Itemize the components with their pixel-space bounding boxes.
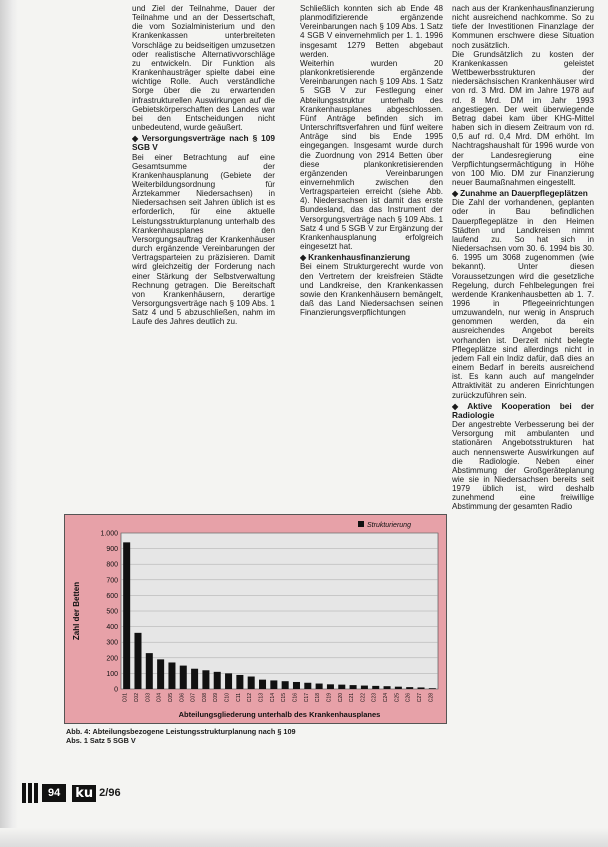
x-tick-label: C27 (417, 693, 424, 703)
y-tick-label: 800 (106, 561, 118, 569)
x-tick-label: C11 (235, 693, 242, 702)
bar (406, 687, 413, 689)
caption-line: Abs. 1 Satz 5 SGB V (66, 735, 136, 745)
bar (418, 687, 425, 689)
x-tick-label: C08 (201, 693, 208, 703)
x-tick-label: C26 (405, 693, 412, 703)
text-column-2 (300, 4, 443, 480)
bar (395, 687, 402, 689)
bar (384, 686, 391, 689)
bar (316, 684, 323, 689)
y-tick-label: 900 (106, 546, 118, 554)
bar (338, 685, 345, 689)
y-tick-label: 600 (106, 592, 118, 600)
paragraph: Bei einer Betrachtung auf eine Gesamtsumme der Krankenhausplanung (Gebiete der Weiterbildungsordnung für Ärztekammer Niedersachsen) in Niedersachsen seit Jahren üblich ist es erforderlich, für eine aktuelle Leistungsstrukturplanung unterhalb des Krankenhausplanes den Versorgungsauftrag der Krankenhäuser durch ergänzende Vereinbarungen der Vertragsparteien zu präzisieren. Damit wird gleichzeitig der Forderung nach einer Stärkung der Selbstverwaltung Rechnung getragen. Die Bereitschaft von Krankenhäusern, derartige Versorgungsverträge nach § 109 Abs. 1 Satz 4 und 5 abzuschließen, nahm im Laufe des Jahres deutlich zu. (132, 152, 275, 327)
page-footer (22, 783, 121, 803)
section-heading: ◆ Zunahme an Dauerpflegeplätzen (452, 188, 588, 199)
bar (157, 659, 164, 689)
caption-line: Abb. 4: Abteilungsbezogene Leistungsstrukturplanung nach § 109 (66, 727, 296, 736)
bullet-icon: ◆ (452, 401, 466, 411)
bar (282, 681, 289, 689)
x-tick-label: C12 (247, 693, 254, 703)
x-tick-label: C14 (269, 693, 276, 703)
bar (134, 633, 141, 689)
issue-number: 2/96 (99, 787, 121, 799)
x-tick-label: C20 (337, 693, 344, 703)
y-tick-label: 700 (106, 577, 118, 585)
page-number: 94 (42, 784, 66, 802)
bar (236, 675, 243, 689)
bar-chart (65, 515, 446, 723)
y-tick-label: 200 (106, 655, 118, 663)
x-tick-label: C02 (133, 693, 140, 703)
paragraph: Bei einem Strukturgerecht wurde von den Vertretern der kreisfreien Städte und Landkreise, den Krankenkassen sowie den Krankenhäusern bemängelt, daß das Land Niedersachsen seinen Finanzierungsverpflichtungen (300, 262, 443, 318)
paragraph: Schließlich konnten sich ab Ende 48 planmodifizierende ergänzende Vereinbarungen nach § 109 Abs. 1 Satz 4 SGB V einvernehmlich per 1. 1. 1996 insgesamt 1279 Betten abgebaut werden. (300, 4, 443, 59)
y-tick-label: 500 (106, 608, 118, 616)
y-tick-label: 400 (106, 624, 118, 632)
bar (372, 686, 379, 689)
bar (123, 542, 130, 689)
x-tick-label: C16 (292, 693, 299, 703)
bar (327, 684, 334, 689)
paragraph: Die Zahl der vorhandenen, geplanten oder in Bau befindlichen Dauerpflegeplätze in den Heimen Städten und Landkreisen nimmt laufend zu. So hat sich in Niedersachsen vom 30. 6. 1994 bis 30. 6. 1995 um 3068 zugenommen (wie bekannt). Unter diesen Voraussetzungen wird die gesetzliche Regelung, durch Fehlbelegungen frei werdende Krankenhausbetten ab 1. 7. 1996 in Pflegeeinrichtungen umzuwandeln, nur wenig in Anspruch genommen werden, da ein ausreichendes Angebot bereits vorhanden ist. Derzeit nicht belegte Pflegeplätze sind allerdings nicht in jedem Fall ein Indiz dafür, daß dies an einem Bedarf in bereits ausreichend ist. Es kann auch auf mangelnder Attraktivität zu anderen Einrichtungen zurückzuführen sein. (452, 198, 594, 400)
x-tick-label: C09 (213, 693, 220, 703)
bullet-icon: ◆ (300, 253, 307, 263)
x-tick-label: C17 (303, 693, 310, 703)
x-tick-label: C01 (122, 693, 129, 703)
text-column-3 (452, 4, 594, 824)
bar (270, 680, 277, 689)
x-tick-label: C07 (190, 693, 197, 703)
paragraph: Weiterhin wurden 20 plankonkretisierende ergänzende Vereinbarungen nach § 109 Abs. 1 Satz 5 SGB V zur Festlegung einer Abteilungsstruktur unterhalb des Krankenhausplanes abgeschlossen. Fünf Anträge befinden sich im Unterschriftsverfahren und fünf weitere Anträge sind bis Ende 1995 eingegangen. Insgesamt wurde durch die Zuordnung von 2914 Betten über diese plankonkretisierenden ergänzenden Vereinbarungen einvernehmlich zwischen den Vertragsparteien erreicht (siehe Abb. 4). Niedersachsen ist damit das erste Bundesland, das das Instrument der Versorgungsverträge nach § 109 Abs. 1 Satz 4 und 5 SGB V zur Ergänzung der Krankenhausplanung erfolgreich eingesetzt hat. (300, 58, 443, 252)
x-tick-label: C05 (167, 693, 174, 703)
section-heading: ◆ Versorgungsverträge nach § 109 SGB V (132, 133, 275, 153)
bar (214, 672, 221, 689)
x-tick-label: C21 (349, 693, 356, 703)
x-tick-label: C04 (156, 693, 163, 703)
section-heading: ◆ Krankenhausfinanzierung (300, 252, 411, 263)
page-bottom-shadow (0, 828, 608, 847)
bar (191, 669, 198, 689)
bar (225, 673, 232, 689)
x-tick-label: C10 (224, 693, 231, 703)
x-tick-label: C22 (360, 693, 367, 703)
x-tick-label: C13 (258, 693, 265, 703)
section-heading: ◆ Aktive Kooperation bei der Radiologie (452, 400, 594, 420)
y-tick-label: 0 (114, 686, 118, 694)
x-tick-label: C28 (428, 693, 435, 703)
x-tick-label: C18 (315, 693, 322, 703)
x-tick-label: C19 (326, 693, 333, 703)
x-tick-label: C24 (383, 693, 390, 703)
y-axis-label: Zahl der Betten (72, 581, 81, 641)
bar (168, 662, 175, 689)
bar (361, 686, 368, 689)
bar (146, 653, 153, 689)
bar (429, 688, 436, 689)
x-tick-label: C15 (281, 693, 288, 703)
legend-swatch (358, 521, 364, 527)
y-tick-label: 100 (106, 670, 118, 678)
y-tick-label: 1.000 (100, 530, 118, 538)
legend-label: Strukturierung (367, 522, 411, 529)
footer-bars (22, 783, 38, 803)
text-column-1 (132, 4, 275, 580)
x-axis-label: Abteilungsgliederung unterhalb des Krankenhausplanes (178, 710, 381, 719)
x-tick-label: C23 (371, 693, 378, 703)
bar (248, 677, 255, 689)
bar (293, 682, 300, 689)
x-tick-label: C25 (394, 693, 401, 703)
paragraph: Der angestrebte Verbesserung bei der Versorgung mit ambulanten und stationären Angebotsstrukturen hat auch nennenswerte Auswirkungen auf die Radiologie. Neben einer Abstimmung der Großgeräteplanung wie sie in Niedersachsen bereits seit 1979 üblich ist, wird deshalb zunehmend eine freiwillige Abstimmung der gesamten Radio (452, 420, 594, 512)
paragraph: Die Grundsätzlich zu kosten der Krankenkassen geleistet Wettbewerbsstrukturen der niedersächsischen Krankenhäuser wird von rd. 3 Mrd. DM im Jahre 1978 auf rd. 8 Mrd. DM im Jahr 1993 angestiegen. Der weit überwiegende Betrag dabei kam über KHG-Mittel haben sich in diesem Zeitraum von rd. 0,5 auf rd. 0,4 Mrd. DM erhöht. Im Nachtragshaushalt für 1996 wurde von der Landesregierung eine Verpflichtungsermächtigung in Höhe von 100 Mio. DM zur Finanzierung neuer Baumaßnahmen eingestellt. (452, 49, 594, 187)
bar (202, 670, 209, 689)
page-edge-shadow (0, 0, 18, 847)
paragraph: nach aus der Krankenhausfinanzierung nicht ausreichend nachkomme. So zu tiefe der Investitionen Finanzlage der Kommunen erschwere diese Situation noch zusätzlich. (452, 4, 594, 50)
bar-chart-figure (64, 514, 447, 724)
x-tick-label: C06 (179, 693, 186, 703)
bar (180, 666, 187, 689)
figure-caption (66, 728, 386, 745)
y-tick-label: 300 (106, 639, 118, 647)
paragraph: und Ziel der Teilnahme, Dauer der Teilnahme und an der Dessertschaft, die vom Sozialministerium und den Krankenkassen unterbreiteten Vorschläge zu beidseitigen umzusetzen oder realistische Alternativvorschläge zu entwickeln. Dir Funktion als Krankenhausträger spielte dabei eine wichtige Rolle. Auch verständliche Sorge über die zu erwartenden infrastrukturellen Auswirkungen auf die Gebietskörperschaften des Landes war bei den Entscheidungen nicht unbedeutend, wurde geäußert. (132, 4, 275, 133)
x-tick-label: C03 (145, 693, 152, 703)
bullet-icon: ◆ (452, 189, 459, 199)
bullet-icon: ◆ (132, 134, 140, 144)
magazine-logo: ku (72, 785, 96, 802)
bar (259, 680, 266, 689)
bar (350, 685, 357, 689)
bar (304, 683, 311, 689)
